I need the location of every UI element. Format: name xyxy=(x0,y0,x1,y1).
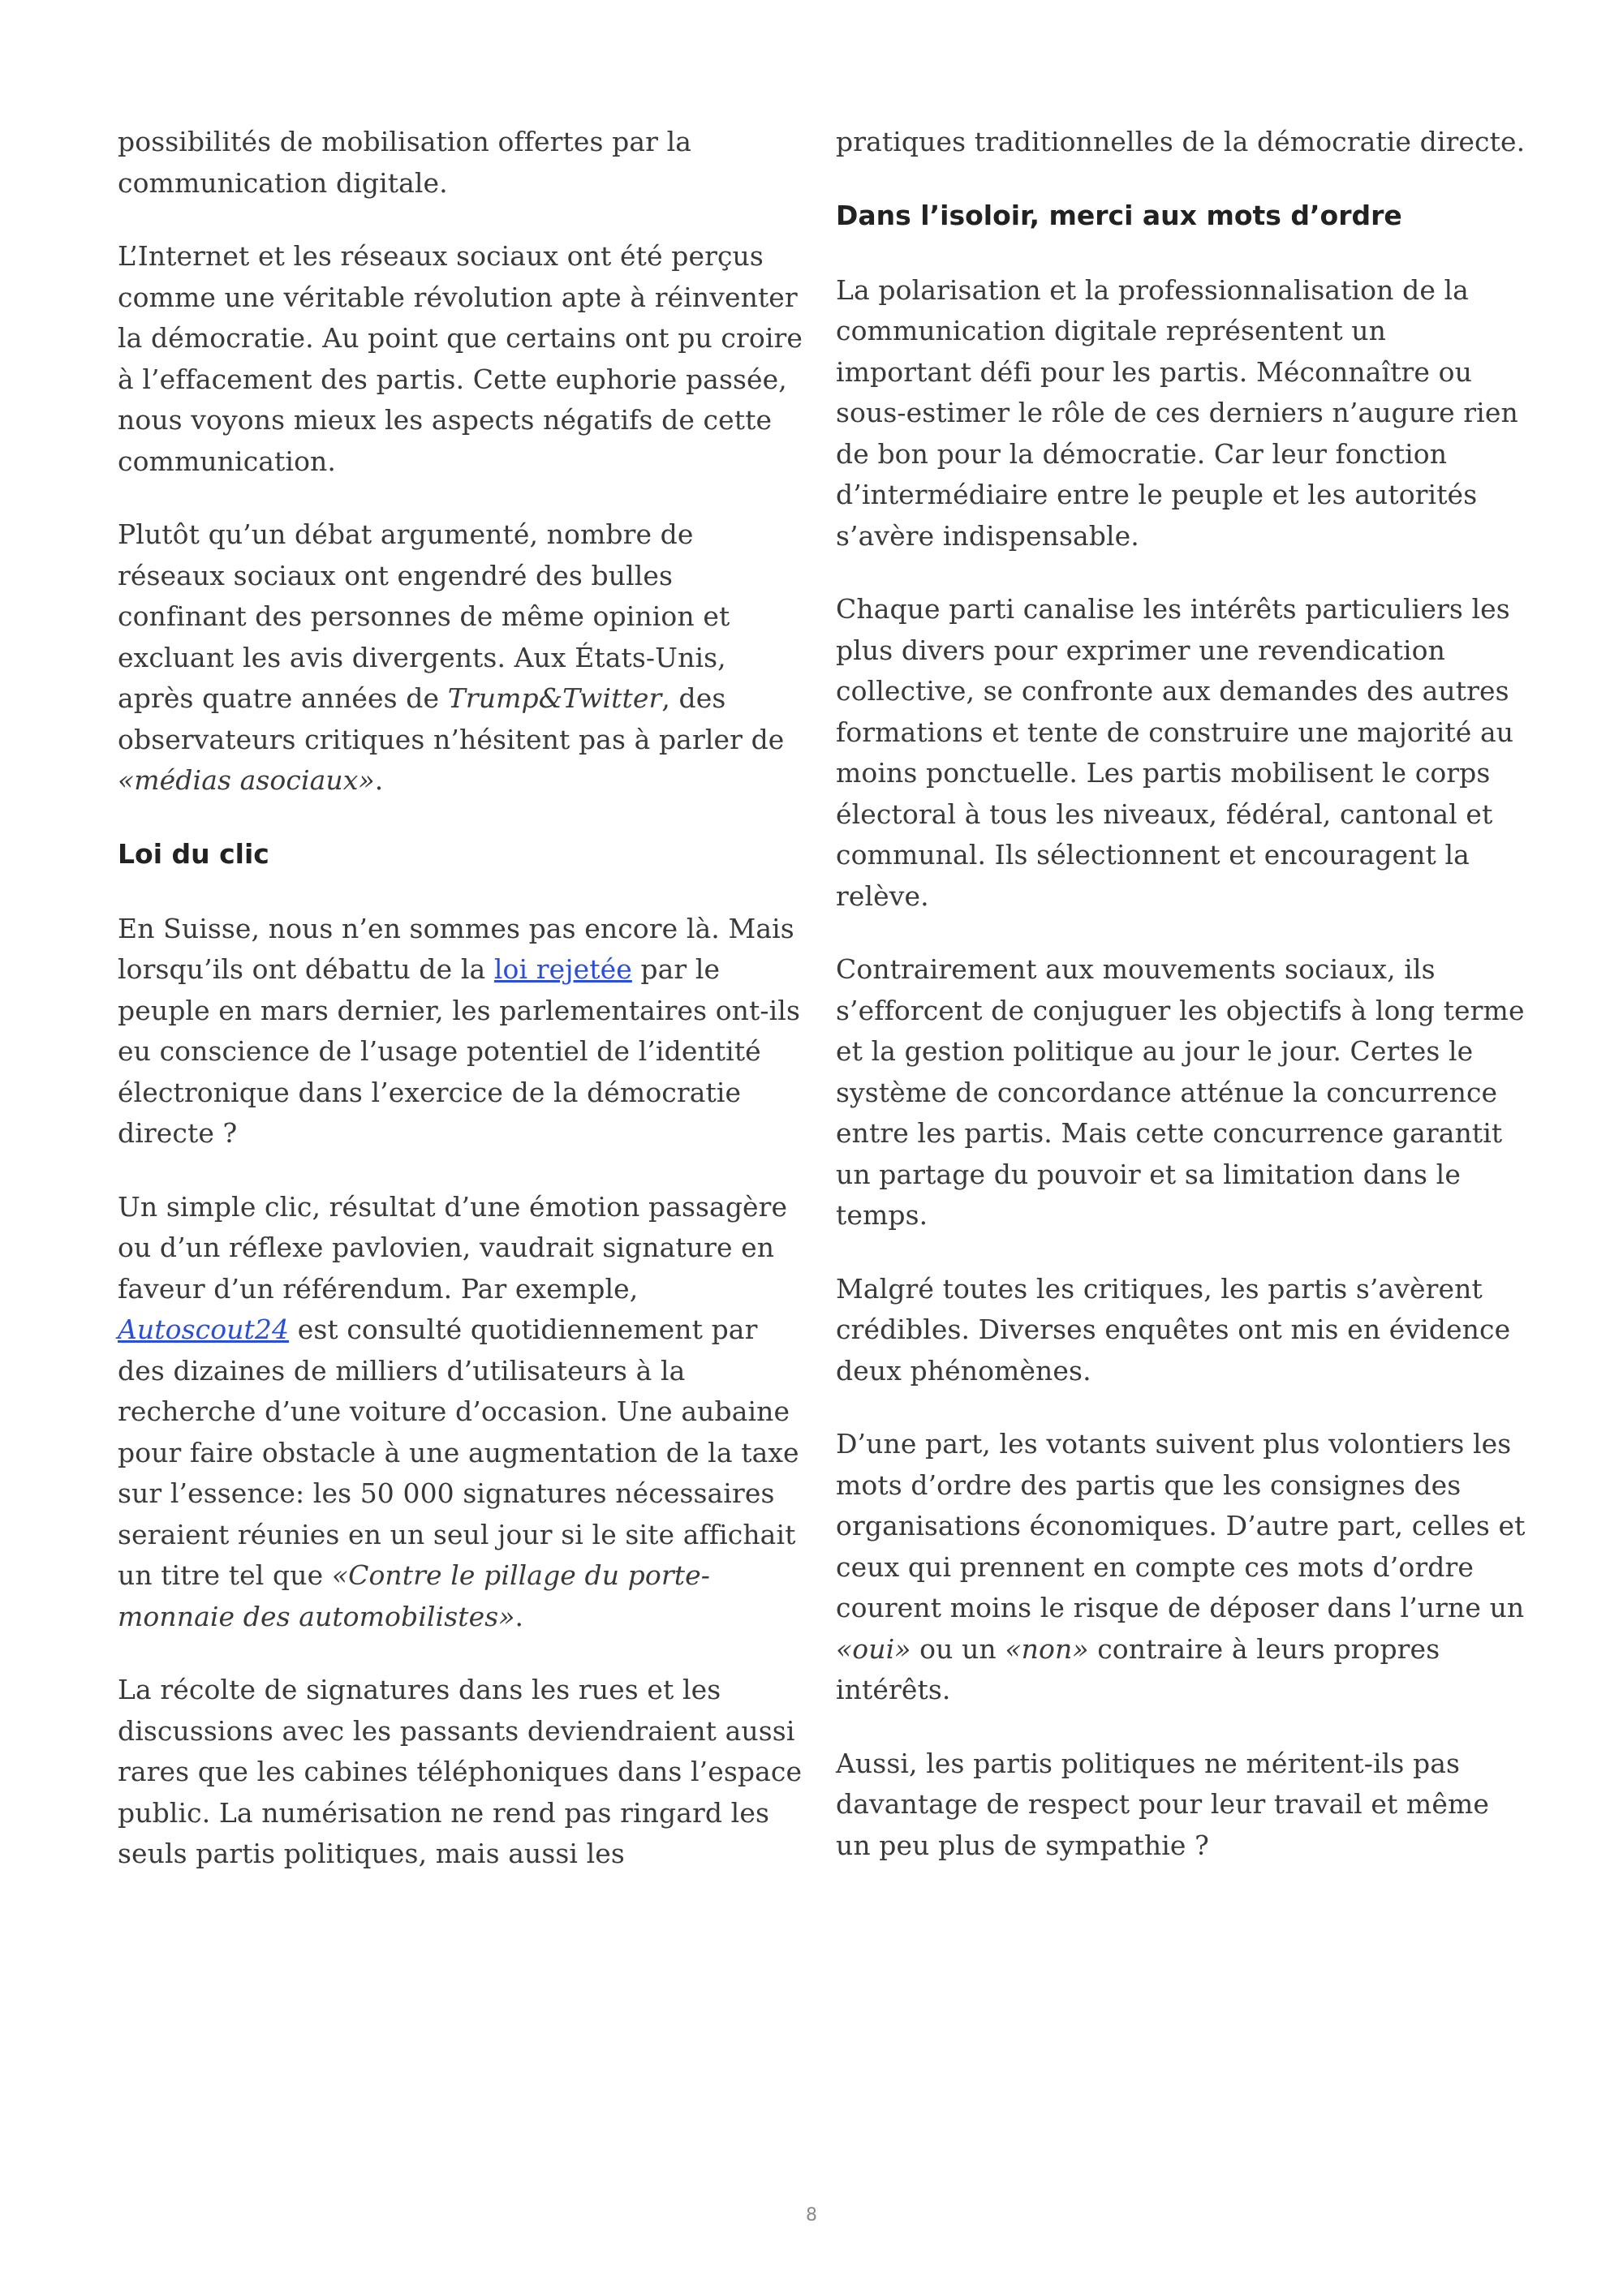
paragraph xyxy=(836,1424,1526,1711)
autoscout24-link[interactable] xyxy=(118,1314,289,1345)
text-run: D’une part, les votants suivent plus volontiers les mots d’ordre des partis que les consignes des organisations économiques. D’autre part, celles et ceux qui prennent en compte ces mots d’ordre courent moins le risque de déposer dans l’urne un xyxy=(836,1428,1526,1623)
italic-text: «non» xyxy=(1005,1632,1089,1665)
loi-rejetee-link[interactable]: loi rejetée xyxy=(493,953,632,985)
text-run: contraire à leurs propres intérêts. xyxy=(836,1632,1440,1705)
paragraph: Chaque parti canalise les intérêts particuliers les plus divers pour exprimer une revendication collective, se confronte aux demandes des autres formations et tente de construire une majorité au moins ponctuelle. Les partis mobilisent le corps électoral à tous les niveaux, fédéral, cantonal et communal. Ils sélectionnent et encouragent la relève. xyxy=(836,593,1514,912)
section-heading: Loi du clic xyxy=(118,837,269,870)
text-run: , des observateurs critiques n’hésitent pas à parler de xyxy=(118,682,785,755)
italic-text: «oui» xyxy=(836,1632,911,1665)
left-column xyxy=(118,122,803,1907)
paragraph: La récolte de signatures dans les rues et les discussions avec les passants deviendraient aussi rares que les cabines téléphoniques dans l’espace public. La numérisation ne rend pas ringard les seuls partis politiques, mais aussi les xyxy=(118,1674,803,1869)
paragraph xyxy=(118,909,803,1154)
italic-text: «médias asociaux» xyxy=(118,764,375,796)
italic-text: Trump&Twitter xyxy=(447,682,662,714)
right-column xyxy=(836,122,1526,1898)
paragraph: Aussi, les partis politiques ne méritent-ils pas davantage de respect pour leur travail et même un peu plus de sympathie ? xyxy=(836,1747,1489,1861)
italic-link-text[interactable]: Autoscout24 xyxy=(118,1314,290,1345)
section-heading: Dans l’isoloir, merci aux mots d’ordre xyxy=(836,199,1402,231)
page-number: 8 xyxy=(806,2205,817,2225)
paragraph: pratiques traditionnelles de la démocratie directe. xyxy=(836,126,1526,157)
text-run: . xyxy=(374,764,384,796)
paragraph: Malgré toutes les critiques, les partis s’avèrent crédibles. Diverses enquêtes ont mis en évidence deux phénomènes. xyxy=(836,1272,1511,1387)
text-run: En Suisse, nous n’en sommes pas encore là. Mais lorsqu’ils ont débattu de la xyxy=(118,912,794,985)
paragraph xyxy=(118,514,803,802)
paragraph: L’Internet et les réseaux sociaux ont été perçus comme une véritable révolution apte à réinventer la démocratie. Au point que certains ont pu croire à l’effacement des partis. Cette euphorie passée, nous voyons mieux les aspects négatifs de cette communication. xyxy=(118,240,803,477)
paragraph xyxy=(118,1187,803,1638)
paragraph: Contrairement aux mouvements sociaux, ils s’efforcent de conjuguer les objectifs à long terme et la gestion politique au jour le jour. Certes le système de concordance atténue la concurrence entre les partis. Mais cette concurrence garantit un partage du pouvoir et sa limitation dans le temps. xyxy=(836,953,1525,1231)
text-run: Plutôt qu’un débat argumenté, nombre de réseaux sociaux ont engendré des bulles confinant des personnes de même opinion et excluant les avis divergents. Aux États-Unis, après quatre années de xyxy=(118,518,730,714)
text-run: . xyxy=(514,1600,524,1632)
paragraph: possibilités de mobilisation offertes par la communication digitale. xyxy=(118,126,692,199)
text-run: Un simple clic, résultat d’une émotion passagère ou d’un réflexe pavlovien, vaudrait signature en faveur d’un référendum. Par exemple, xyxy=(118,1190,788,1305)
text-run: ou un xyxy=(911,1632,1005,1665)
italic-text: «Contre le pillage du porte-monnaie des automobilistes» xyxy=(118,1559,710,1632)
text-run: est consulté quotidiennement par des dizaines de milliers d’utilisateurs à la recherche d’une voiture d’occasion. Une aubaine pour faire obstacle à une augmentation de la taxe sur l’essence: les 50 000 signatures nécessaires seraient réunies en un seul jour si le site affichait un titre tel que xyxy=(118,1314,799,1591)
paragraph: La polarisation et la professionnalisation de la communication digitale représentent un important défi pour les partis. Méconnaître ou sous-estimer le rôle de ces derniers n’augure rien de bon pour la démocratie. Car leur fonction d’intermédiaire entre le peuple et les autorités s’avère indispensable. xyxy=(836,273,1518,552)
text-run: par le peuple en mars dernier, les parlementaires ont-ils eu conscience de l’usage potentiel de l’identité électronique dans l’exercice de la démocratie directe ? xyxy=(118,953,800,1149)
